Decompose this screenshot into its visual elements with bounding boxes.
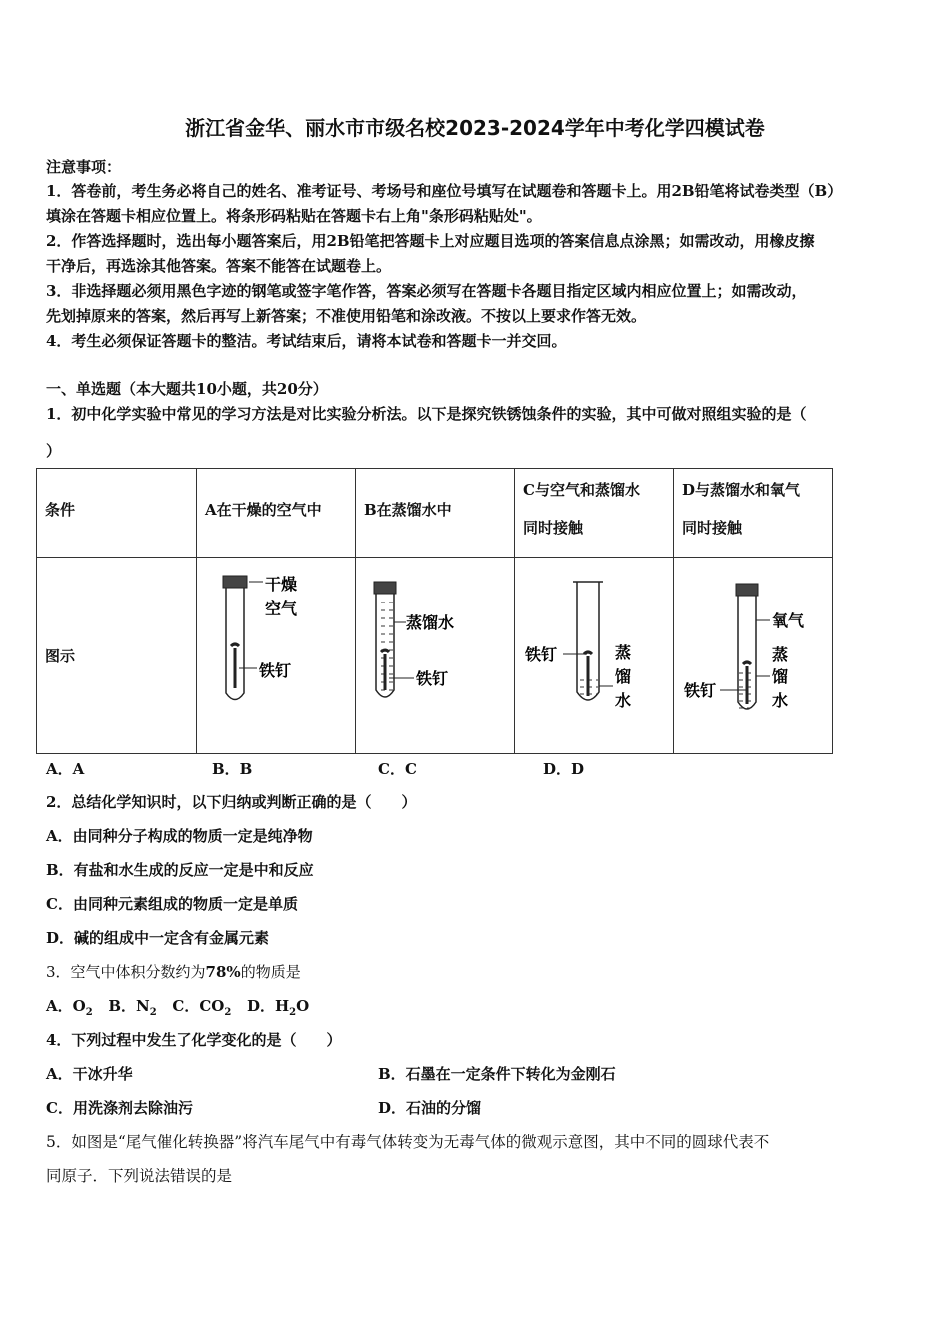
option-d[interactable]: D．石油的分馏 — [378, 1099, 482, 1117]
label-char: 蒸 — [772, 645, 789, 664]
notice-line: 填涂在答题卡相应位置上。将条形码粘贴在答题卡右上角"条形码粘贴处"。 — [46, 207, 542, 225]
label-nail: 铁钉 — [684, 681, 717, 700]
option-d[interactable]: D．$H_2O$ — [246, 997, 310, 1018]
notice-line: 2．作答选择题时，选出每小题答案后，用2B铅笔把答题卡上对应题目选项的答案信息点涂黑；如需改动，用橡皮擦 — [46, 232, 815, 250]
question-2-text: 2．总结化学知识时，以下归纳或判断正确的是（ ） — [46, 793, 417, 811]
table-header-cell — [515, 469, 674, 558]
option-c[interactable]: C．C — [378, 760, 417, 778]
notice-heading: 注意事项： — [46, 158, 122, 176]
label-air: 空气 — [265, 599, 298, 618]
header-line: 同时接触 — [682, 519, 743, 537]
test-tube-water-figure — [356, 558, 515, 754]
question-4-text: 4．下列过程中发生了化学变化的是（ ） — [46, 1031, 342, 1049]
q3-post: 的物质是 — [240, 963, 301, 981]
page-title: 浙江省金华、丽水市市级名校2023-2024学年中考化学四模试卷 — [185, 116, 765, 140]
experiment-table — [36, 468, 833, 754]
notice-line: 先划掉原来的答案，然后再写上新答案；不准使用铅笔和涂改液。不按以上要求作答无效。 — [46, 307, 647, 325]
stopper-shape — [736, 584, 758, 596]
label-nail: 铁钉 — [416, 669, 449, 688]
nail-shape — [231, 644, 239, 688]
test-tube-dry-air-figure — [197, 558, 356, 754]
label-nail: 铁钉 — [525, 645, 558, 664]
question-1-text: 1．初中化学实验中常见的学习方法是对比实验分析法。以下是探究铁锈蚀条件的实验，其中可做对照组实验的是（ — [46, 405, 807, 423]
q3-pre: 3．空气中体积分数约为 — [46, 963, 206, 981]
figure-cell-b — [356, 558, 515, 754]
label-dry: 干燥 — [265, 575, 298, 594]
figure-label-cell: 图示 — [37, 558, 197, 754]
notice-line: 4．考生必须保证答题卡的整洁。考试结束后，请将本试卷和答题卡一并交回。 — [46, 332, 567, 350]
header-line: 同时接触 — [523, 519, 584, 537]
table-header-cell: A在干燥的空气中 — [197, 469, 356, 558]
option-a[interactable]: A．由同种分子构成的物质一定是纯净物 — [46, 827, 313, 845]
option-a[interactable]: A．干冰升华 — [46, 1065, 133, 1083]
test-tube-oxygen-water-figure — [674, 558, 833, 754]
stopper-shape — [374, 582, 396, 594]
figure-cell-d — [674, 558, 833, 754]
question-5-text: 同原子．下列说法错误的是 — [46, 1167, 233, 1185]
option-c[interactable]: C．由同种元素组成的物质一定是单质 — [46, 895, 298, 913]
test-tube-air-water-figure — [515, 558, 674, 754]
label-char: 水 — [772, 691, 789, 710]
option-d[interactable]: D．D — [543, 760, 585, 778]
header-line: C与空气和蒸馏水 — [523, 481, 640, 499]
table-header-cell — [674, 469, 833, 558]
notice-line: 干净后，再选涂其他答案。答案不能答在试题卷上。 — [46, 257, 392, 275]
label-char: 蒸 — [615, 643, 632, 662]
question-3-text — [46, 961, 301, 982]
table-header-cell: 条件 — [37, 469, 197, 558]
option-c[interactable]: C．用洗涤剂去除油污 — [46, 1099, 193, 1117]
stopper-shape — [223, 576, 247, 588]
option-d[interactable]: D．碱的组成中一定含有金属元素 — [46, 929, 270, 947]
notice-line: 3．非选择题必须用黑色字迹的钢笔或签字笔作答，答案必须写在答题卡各题目指定区域内相应位置上；如需改动， — [46, 282, 807, 300]
header-line: D与蒸馏水和氧气 — [682, 481, 801, 499]
label-water: 蒸馏水 — [406, 613, 455, 632]
section-heading: 一、单选题（本大题共10小题，共20分） — [46, 380, 328, 398]
option-c[interactable]: C．$CO_2$ — [172, 997, 232, 1018]
table-header-cell: B在蒸馏水中 — [356, 469, 515, 558]
option-a[interactable]: A．$O_2$ — [46, 997, 93, 1018]
notice-line: 1．答卷前，考生务必将自己的姓名、准考证号、考场号和座位号填写在试题卷和答题卡上。用2B铅笔将试卷类型（B） — [46, 182, 843, 200]
option-a[interactable]: A．A — [46, 760, 85, 778]
question-5-text: 5．如图是“尾气催化转换器”将汽车尾气中有毒气体转变为无毒气体的微观示意图，其中不同的圆球代表不 — [46, 1133, 770, 1151]
label-char: 水 — [615, 691, 632, 710]
option-b[interactable]: B．有盐和水生成的反应一定是中和反应 — [46, 861, 314, 879]
question-3-options — [46, 995, 309, 1018]
q3-percent: 78% — [205, 963, 241, 981]
option-b[interactable]: B．B — [212, 760, 253, 778]
question-1-text-end: ） — [46, 442, 62, 460]
figure-cell-c — [515, 558, 674, 754]
option-b[interactable]: B．$N_2$ — [108, 997, 157, 1018]
figure-cell-a — [197, 558, 356, 754]
label-char: 馏 — [772, 667, 789, 686]
option-b[interactable]: B．石墨在一定条件下转化为金刚石 — [378, 1065, 616, 1083]
label-char: 馏 — [615, 667, 632, 686]
label-oxygen: 氧气 — [772, 611, 805, 630]
label-nail: 铁钉 — [259, 661, 292, 680]
